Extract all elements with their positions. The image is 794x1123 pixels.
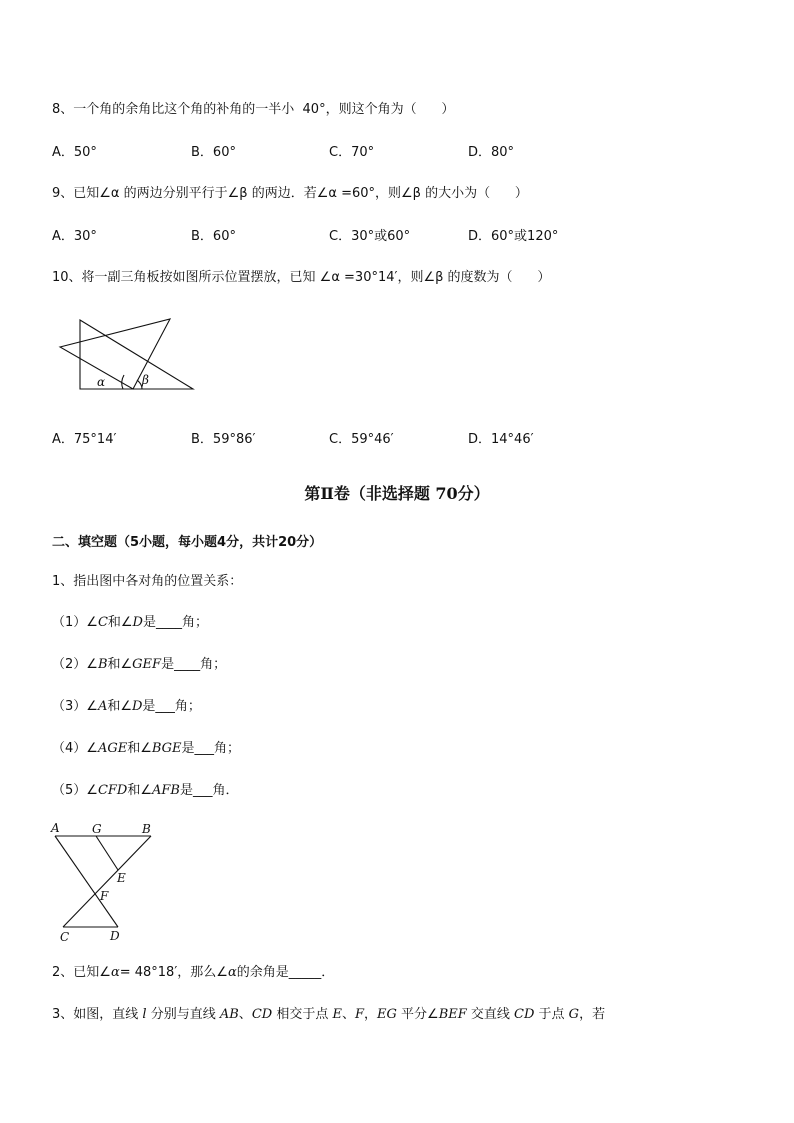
angle-a: C (97, 615, 108, 630)
item-mid: 和∠ (107, 615, 133, 630)
fill-3-var: AB (219, 1007, 239, 1022)
fill-3-var: G (568, 1007, 580, 1022)
angle-b: GEF (132, 657, 162, 672)
fill-1-item-2 (52, 657, 226, 673)
item-prefix: （1）∠ (52, 615, 98, 630)
fill-2-text (52, 965, 334, 981)
fill-2-prefix: 2、已知∠ (52, 965, 111, 980)
q8-option-c: C．70° (329, 145, 375, 160)
fill-3-part: 、 (238, 1007, 252, 1022)
q9-option-d: D．60°或120° (468, 229, 559, 244)
q10-option-b: B．59°86′ (191, 432, 256, 447)
fill-3-part: 、 (341, 1007, 355, 1022)
segment-ad (55, 836, 118, 927)
fill-3-var: CD (514, 1007, 535, 1022)
angle-b: BGE (151, 741, 182, 756)
point-label-e: E (117, 871, 126, 885)
point-label-f: F (100, 889, 109, 903)
fill-3-var: E (332, 1007, 342, 1022)
fill-3-var: F (354, 1007, 364, 1022)
fill-1-item-5 (52, 783, 238, 799)
fill-1-item-3 (52, 699, 201, 715)
fill-2-mid: = 48°18′，那么∠ (119, 965, 228, 980)
item-suffix: 是___角． (179, 783, 239, 798)
fill-in-section-heading: 二、填空题（5小题，每小题4分，共计20分） (52, 535, 323, 550)
question-8-text: 8、一个角的余角比这个角的补角的一半小 40°，则这个角为（ ） (52, 102, 455, 117)
item-prefix: （2）∠ (52, 657, 98, 672)
q9-option-a: A．30° (52, 229, 97, 244)
fill-3-var: l (142, 1007, 147, 1022)
fill-2-suffix: 的余角是_____． (236, 965, 335, 980)
triangle-rulers-figure (50, 312, 210, 397)
obtuse-triangle-ruler (60, 319, 170, 389)
question-10-text: 10、将一副三角板按如图所示位置摆放，已知 ∠α =30°14′，则∠β 的度数为（ ） (52, 270, 551, 285)
fill-3-part: 交直线 (466, 1007, 515, 1022)
part-2-title: 第Ⅱ卷（非选择题 70分） (304, 484, 490, 503)
item-suffix: 是____角； (142, 615, 208, 630)
fill-3-part: 分别与直线 (146, 1007, 220, 1022)
item-mid: 和∠ (107, 699, 132, 714)
angle-a: A (97, 699, 108, 714)
item-suffix: 是___角； (142, 699, 201, 714)
q10-option-c: C．59°46′ (329, 432, 394, 447)
angle-b: AFB (151, 783, 180, 798)
alpha-label: α (97, 375, 106, 389)
angle-b: D (131, 699, 143, 714)
q10-option-d: D．14°46′ (468, 432, 534, 447)
fill-3-part: 于点 (534, 1007, 569, 1022)
fill-3-part: 平分∠ (396, 1007, 439, 1022)
point-label-a: A (51, 821, 60, 835)
fill-2-alpha: α (110, 965, 120, 980)
q10-option-a: A．75°14′ (52, 432, 117, 447)
q9-option-c: C．30°或60° (329, 229, 411, 244)
item-mid: 和∠ (127, 741, 152, 756)
q8-option-b: B．60° (191, 145, 236, 160)
angle-a: CFD (97, 783, 128, 798)
item-prefix: （4）∠ (52, 741, 98, 756)
angle-b: D (132, 615, 143, 630)
fill-2-alpha-2: α (227, 965, 237, 980)
point-label-g: G (92, 822, 102, 836)
item-prefix: （3）∠ (52, 699, 98, 714)
point-label-b: B (142, 822, 151, 836)
fill-3-part: ， (364, 1007, 378, 1022)
segment-bc (63, 836, 151, 927)
fill-3-var: CD (251, 1007, 273, 1022)
item-prefix: （5）∠ (52, 783, 98, 798)
angle-a: B (97, 657, 108, 672)
item-mid: 和∠ (127, 783, 152, 798)
q9-option-b: B．60° (191, 229, 236, 244)
point-label-d: D (110, 929, 120, 943)
parallel-lines-figure (50, 820, 160, 946)
fill-1-item-1 (52, 615, 208, 631)
item-suffix: 是___角； (181, 741, 241, 756)
segment-ge (96, 836, 118, 870)
fill-3-var: EG (377, 1007, 397, 1022)
fill-1-text: 1、指出图中各对角的位置关系： (52, 574, 243, 589)
q8-option-d: D．80° (468, 145, 515, 160)
fill-3-part: ，若 (579, 1007, 606, 1022)
point-label-c: C (60, 930, 70, 944)
fill-3-text (52, 1007, 605, 1023)
q8-option-a: A．50° (52, 145, 97, 160)
fill-3-var: BEF (438, 1007, 467, 1022)
fill-3-part: 相交于点 (272, 1007, 333, 1022)
item-suffix: 是____角； (161, 657, 227, 672)
item-mid: 和∠ (107, 657, 133, 672)
fill-3-part: 3、如图，直线 (52, 1007, 143, 1022)
angle-a: AGE (97, 741, 128, 756)
alpha-arc (122, 375, 124, 389)
question-9-text: 9、已知∠α 的两边分别平行于∠β 的两边．若∠α =60°，则∠β 的大小为（ ） (52, 186, 528, 201)
fill-1-item-4 (52, 741, 240, 757)
beta-label: β (142, 373, 149, 387)
